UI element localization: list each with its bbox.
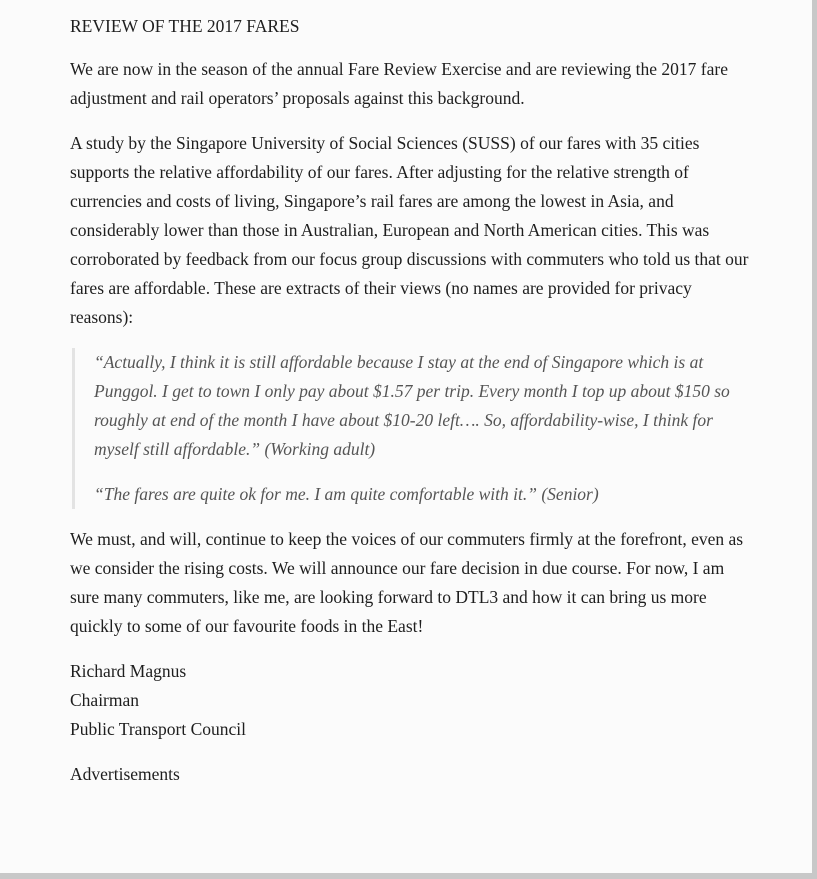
signature-title: Chairman [70,690,140,710]
closing-paragraph: We must, and will, continue to keep the voices of our commuters firmly at the forefront, even as we consider the rising costs. We will announce our fare decision in due course. For now, I am sure many commuters, like me, are looking forward to DTL3 and how it can bring us more quickly to some of our favourite foods in the East! [70,529,744,636]
signature-name: Richard Magnus [70,661,187,681]
signature-block [70,657,750,744]
study-paragraph: A study by the Singapore University of Social Sciences (SUSS) of our fares with 35 cities supports the relative affordability of our fares. After adjusting for the relative strength of currencies and costs of living, Singapore’s rail fares are among the lowest in Asia, and considerably lower than those in Australian, European and North American cities. This was corroborated by feedback from our focus group discussions with commuters who told us that our fares are affordable. These are extracts of their views (no names are provided for privacy reasons): [70,133,749,327]
article-heading: REVIEW OF THE 2017 FARES [70,16,300,36]
quote-senior: “The fares are quite ok for me. I am quite comfortable with it.” (Senior) [94,484,599,504]
commuter-quotes-blockquote [72,348,750,509]
quote-working-adult: “Actually, I think it is still affordable because I stay at the end of Singapore which is at Punggol. I get to town I only pay about $1.57 per trip. Every month I top up about $150 so roughly at end of the month I have about $10-20 left…. So, affordability-wise, I think for myself still affordable.” (Working adult) [94,352,730,459]
signature-organization: Public Transport Council [70,719,246,739]
intro-paragraph: We are now in the season of the annual Fare Review Exercise and are reviewing the 2017 fare adjustment and rail operators’ proposals against this background. [70,59,728,108]
advertisements-label: Advertisements [70,764,180,784]
article-body [70,12,750,805]
